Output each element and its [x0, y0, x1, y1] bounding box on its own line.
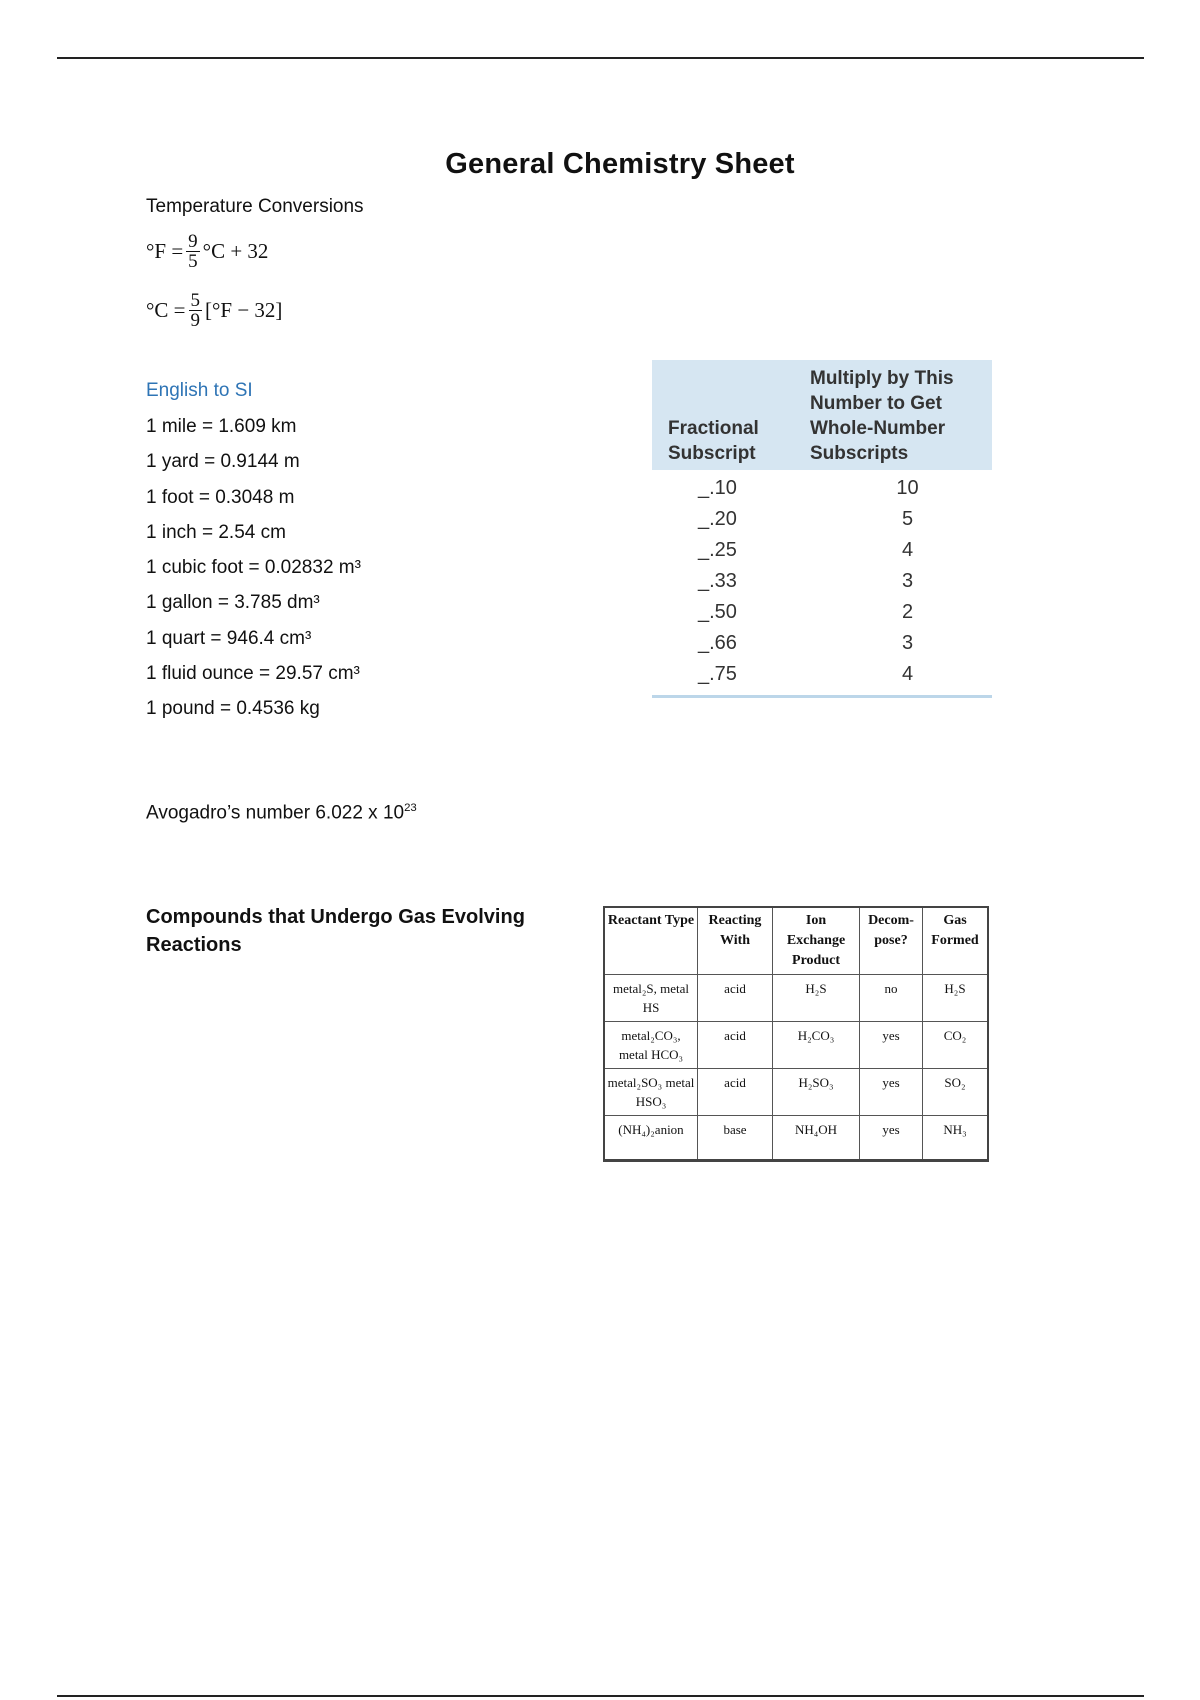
product-cell: H₂CO₃: [773, 1022, 860, 1069]
multiplier-cell: 2: [901, 601, 914, 623]
conversion-item: 1 quart = 946.4 cm³: [146, 627, 312, 649]
avogadro-number: [146, 802, 417, 824]
conversion-item: 1 mile = 1.609 km: [146, 416, 297, 437]
reactant-type-cell: metal₂CO₃, metal HCO₃: [604, 1022, 698, 1069]
bottom-rule: [57, 1695, 1144, 1697]
fraction-denominator: 5: [188, 251, 198, 272]
fraction-numerator: 5: [190, 290, 200, 311]
gas-formed-cell: CO₂: [923, 1022, 989, 1069]
header-multiplier: Multiply by This Number to Get Whole-Number Subscripts: [794, 360, 992, 470]
fraction-cell: _.20: [698, 508, 737, 530]
fraction-5-9: [189, 291, 203, 330]
fahrenheit-rhs: °C + 32: [202, 239, 269, 263]
conversion-item: 1 foot = 0.3048 m: [146, 486, 295, 508]
gas-evolving-heading: Compounds that Undergo Gas Evolving Reactions: [146, 906, 525, 956]
conversion-item: 1 inch = 2.54 cm: [146, 521, 286, 543]
conversion-item: 1 cubic foot = 0.02832 m³: [146, 557, 361, 579]
table-row: [604, 1069, 988, 1116]
product-cell: NH₄OH: [773, 1116, 860, 1161]
fraction-cell: _.66: [698, 632, 737, 654]
gas-evolving-table: [603, 906, 989, 1162]
conversion-item: 1 pound = 0.4536 kg: [146, 698, 320, 720]
conversion-list: [146, 409, 361, 727]
multiplier-cell: 10: [896, 477, 919, 499]
conversion-item: 1 yard = 0.9144 m: [146, 451, 300, 473]
top-rule: [57, 57, 1144, 59]
page-title: General Chemistry Sheet: [445, 148, 795, 180]
multiplier-cell: 3: [901, 570, 914, 592]
avogadro-label: Avogadro’s number 6.022 x 10: [146, 802, 405, 824]
fraction-denominator: 9: [190, 310, 200, 331]
celsius-rhs: [°F − 32]: [205, 298, 283, 322]
reacting-with-cell: base: [698, 1116, 773, 1161]
multiplier-cell: 5: [901, 508, 914, 530]
table-row: [604, 1022, 988, 1069]
header-fractional-subscript: Fractional Subscript: [652, 360, 794, 470]
table-row: [652, 628, 992, 659]
gas-formed-cell: H₂S: [923, 975, 989, 1022]
multiplier-cell: 3: [901, 632, 914, 654]
table-row: [604, 975, 988, 1022]
fractional-subscript-table: [652, 360, 992, 698]
table-row: [604, 1116, 988, 1161]
table-row: [652, 535, 992, 566]
header-reactant-type: Reactant Type: [604, 907, 698, 975]
product-cell: H₂S: [773, 975, 860, 1022]
product-cell: H₂SO₃: [773, 1069, 860, 1116]
table-row: [652, 504, 992, 535]
reacting-with-cell: acid: [698, 1022, 773, 1069]
decompose-cell: yes: [860, 1022, 923, 1069]
decompose-cell: no: [860, 975, 923, 1022]
table-row: [652, 597, 992, 628]
header-decompose: Decom- pose?: [860, 907, 923, 975]
fahrenheit-equation: [146, 232, 268, 271]
avogadro-exponent: 23: [404, 802, 417, 814]
decompose-cell: yes: [860, 1069, 923, 1116]
temperature-heading: Temperature Conversions: [146, 196, 364, 217]
reactant-type-cell: (NH₄)₂anion: [604, 1116, 698, 1161]
fraction-cell: _.10: [698, 477, 737, 499]
table-header-row: [652, 360, 992, 470]
table-row: [652, 659, 992, 697]
gas-formed-cell: NH₃: [923, 1116, 989, 1161]
header-ion-exchange-product: Ion Exchange Product: [773, 907, 860, 975]
fraction-cell: _.50: [698, 601, 737, 623]
header-reacting-with: Reacting With: [698, 907, 773, 975]
reactant-type-cell: metal₂SO₃ metal HSO₃: [604, 1069, 698, 1116]
table-row: [652, 470, 992, 504]
conversion-item: 1 gallon = 3.785 dm³: [146, 592, 320, 614]
fahrenheit-lhs: °F =: [146, 239, 184, 263]
gas-formed-cell: SO₂: [923, 1069, 989, 1116]
fraction-cell: _.33: [698, 570, 737, 592]
multiplier-cell: 4: [794, 659, 992, 697]
english-to-si-heading: English to SI: [146, 380, 253, 401]
fraction-cell: _.75: [652, 659, 794, 697]
fraction-9-5: [186, 232, 200, 271]
header-gas-formed: Gas Formed: [923, 907, 989, 975]
reactant-type-cell: metal₂S, metal HS: [604, 975, 698, 1022]
table-row: [652, 566, 992, 597]
multiplier-cell: 4: [901, 539, 914, 561]
fraction-numerator: 9: [188, 231, 198, 252]
celsius-lhs: °C =: [146, 298, 186, 322]
conversion-item: 1 fluid ounce = 29.57 cm³: [146, 663, 360, 685]
reacting-with-cell: acid: [698, 1069, 773, 1116]
celsius-equation: [146, 291, 282, 330]
reacting-with-cell: acid: [698, 975, 773, 1022]
table-header-row: [604, 907, 988, 975]
decompose-cell: yes: [860, 1116, 923, 1161]
fraction-cell: _.25: [698, 539, 737, 561]
